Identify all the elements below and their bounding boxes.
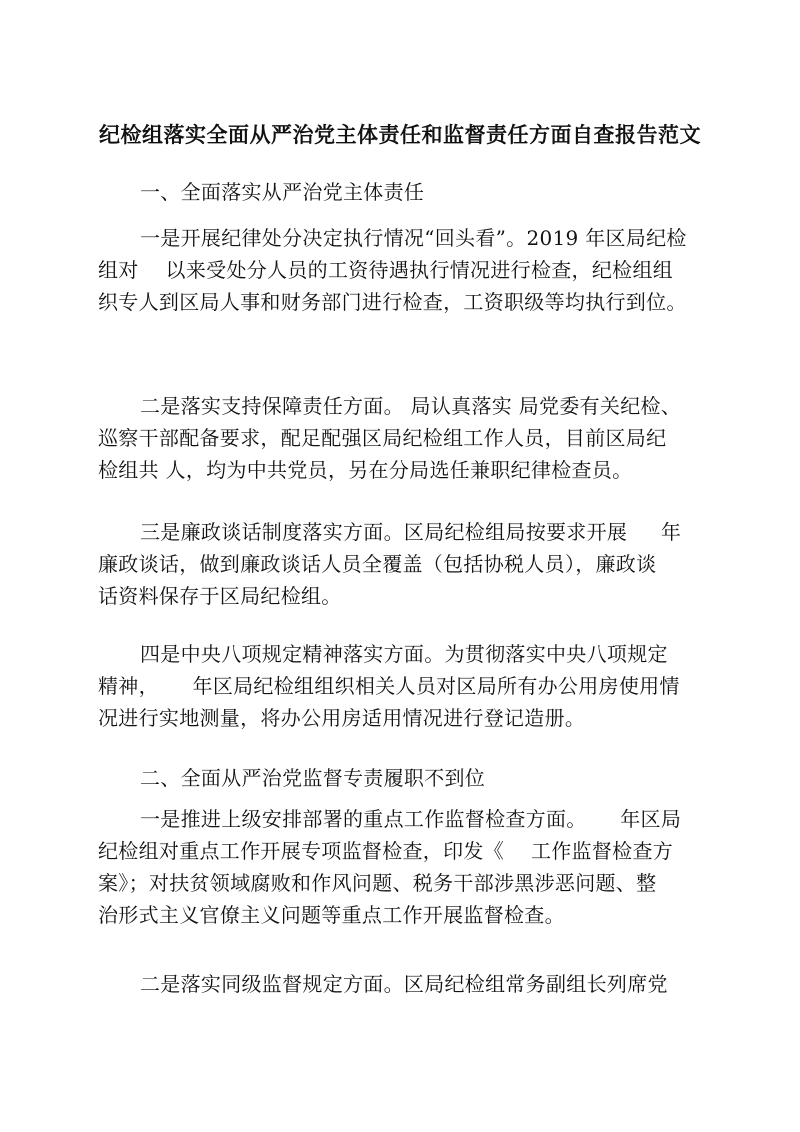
paragraph-line: 组对 以来受处分人员的工资待遇执行情况进行检查，纪检组组 bbox=[98, 258, 674, 282]
document-title: 纪检组落实全面从严治党主体责任和监督责任方面自查报告范文 bbox=[99, 123, 701, 147]
paragraph-line: 一是开展纪律处分决定执行情况“回头看”。2019 年区局纪检 bbox=[140, 226, 687, 250]
paragraph-line: 三是廉政谈话制度落实方面。区局纪检组局按要求开展 年 bbox=[140, 520, 682, 544]
paragraph-line: 织专人到区局人事和财务部门进行检查，工资职级等均执行到位。 bbox=[98, 290, 687, 314]
paragraph-1-2 bbox=[98, 390, 710, 486]
section-2 bbox=[98, 762, 710, 794]
paragraph-line: 二是落实同级监督规定方面。区局纪检组常务副组长列席党 bbox=[140, 972, 668, 996]
section-1 bbox=[98, 176, 710, 208]
paragraph-line: 廉政谈话，做到廉政谈话人员全覆盖（包括协税人员），廉政谈 bbox=[98, 552, 657, 576]
paragraph-line: 四是中央八项规定精神落实方面。为贯彻落实中央八项规定 bbox=[140, 642, 668, 666]
paragraph-line: 况进行实地测量，将办公用房适用情况进行登记造册。 bbox=[98, 706, 586, 730]
paragraph-line: 巡察干部配备要求，配足配强区局纪检组工作人员，目前区局纪 bbox=[98, 426, 667, 450]
paragraph-line: 一是推进上级安排部署的重点工作监督检查方面。 年区局 bbox=[140, 807, 682, 831]
paragraph-1-3 bbox=[98, 516, 710, 612]
paragraph-line: 检组共 人，均为中共党员，另在分局选任兼职纪律检查员。 bbox=[98, 458, 633, 482]
paragraph-line: 治形式主义官僚主义问题等重点工作开展监督检查。 bbox=[98, 903, 565, 927]
paragraph-2-2 bbox=[98, 968, 710, 1000]
paragraph-line: 精神， 年区局纪检组组织相关人员对区局所有办公用房使用情 bbox=[98, 674, 680, 698]
paragraph-line: 二是落实支持保障责任方面。 局认真落实 局党委有关纪检、 bbox=[140, 394, 682, 418]
section-heading: 一、全面落实从严治党主体责任 bbox=[140, 180, 425, 204]
paragraph-1-1 bbox=[98, 222, 710, 318]
paragraph-1-4 bbox=[98, 638, 710, 734]
paragraph-2-1 bbox=[98, 803, 710, 931]
paragraph-line: 纪检组对重点工作开展专项监督检查，印发《 工作监督检查方 bbox=[98, 839, 674, 863]
paragraph-line: 案》；对扶贫领域腐败和作风问题、税务干部涉黑涉恶问题、整 bbox=[98, 871, 657, 895]
paragraph-line: 话资料保存于区局纪检组。 bbox=[98, 584, 342, 608]
section-heading: 二、全面从严治党监督专责履职不到位 bbox=[140, 766, 486, 790]
